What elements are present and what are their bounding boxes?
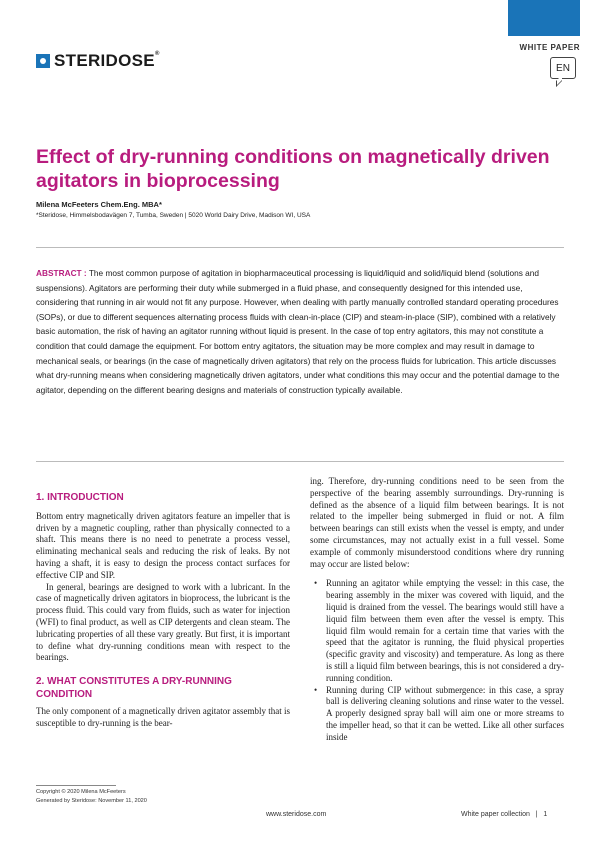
abstract-text: The most common purpose of agitation in biopharmaceutical processing is liquid/liquid and solid/liquid blend (solutions and suspensions). Agitators are performing their duty while submerged in a fluid phase, and consequently designed for this intended use, considering that running in air would not fit any purpose. However, when dealing with partly manually controlled standard operating procedures (SOPs), or due to different sequences alternating process fluids with clean-in-place (CIP) and steam-in-place (SIP), combined with a relatively basic automation, the risk of having an agitator running without liquid is present. In the case of top entry agitators, this may not constitute a condition that could damage the equipment. For bottom entry agitators, the situation may be more complex and may result in damage to mechanical seals, or bearings (in the case of magnetically driven agitators) that rely on the process fluids for lubrication. This article discusses what dry-running means when considering magnetically driven agitators, under what conditions this may occur and the potential damage to the agitator, depending on the different bearing designs and materials of construction typically available. [36,268,560,395]
list-item: • Running an agitator while emptying the vessel: in this case, the bearing assembly in the mixer was covered with liquid, and the liquid is drained from the vessel. The bearings would still have a liquid film between them even after the vessel is empty. This liquid film would remain for a certain time that varies with the speed that the agitator is running, the fluid physical properties (specific gravity and viscosity) and temperature. As long as there is still a liquid film between bearings, this is not considered a dry-running condition. [310,578,564,684]
abstract-label: ABSTRACT : [36,268,87,278]
right-paragraph-1: ing. Therefore, dry-running conditions need to be seen from the perspective of the bearing assembly surroundings. Dry-running is defined as the absence of a liquid film between bearings. It is not related to the impeller being submerged in fluid or not. A film between bearings can still exists when the vessel is empty, and under some circumstances, may not actually exist in a full vessel. Some example of commonly misunderstood conditions where dry running may occur are listed below: [310,476,564,569]
footer-url-link[interactable]: www.steridose.com [266,811,327,818]
section-1-heading: 1. INTRODUCTION [36,492,124,503]
doc-type-label: WHITE PAPER [519,43,580,52]
section-1-paragraph-2: In general, bearings are designed to work with a lubricant. In the case of magnetically driven agitators in bioprocess, the lubricant is the process fluid. This could vary from fluids, such as water for injection (WFI) to final product, as well as CIP detergents and clean steam. The lubricating properties of all these vary greatly. But first, it is important to define what dry-running conditions mean with respect to the bearings. [36,581,290,663]
divider-top [36,247,564,248]
paper-title: Effect of dry-running conditions on magnetically driven agitators in bioprocessing [36,146,550,192]
logo-mark-icon [36,54,50,68]
footer-separator: | [535,811,538,818]
right-column [310,476,564,744]
footer-collection [461,811,547,818]
generated-line: Generated by Steridose: November 11, 2020 [36,797,147,804]
left-column [36,492,290,730]
abstract [36,266,564,397]
section-2-heading: 2. WHAT CONSTITUTES A DRY-RUNNING CONDITION [36,676,232,701]
logo-text: STERIDOSE® [54,51,160,70]
steridose-logo [36,51,160,71]
collection-label: White paper collection [461,811,530,818]
affiliation: *Steridose, Himmelsbodavägen 7, Tumba, Sweden | 5020 World Dairy Drive, Madison WI, USA [36,212,311,219]
divider-bottom [36,461,564,462]
list-item: • Running during CIP without submergence: in this case, a spray ball is delivering cleaning solutions and rinse water to the vessel. A properly designed spray ball will aim one or more streams to the impeller head, so that it can be wetted. Like all other surfaces inside [310,685,564,744]
bullet-list [310,578,564,743]
copyright-line: Copyright © 2020 Milena McFeeters [36,789,126,795]
authors: Milena McFeeters Chem.Eng. MBA* [36,200,162,209]
section-2-paragraph-1: The only component of a magnetically driven agitator assembly that is susceptible to dry-running is the bear- [36,706,290,728]
header-accent-bar [508,0,580,36]
page-number: 1 [543,811,548,818]
copyright-block [36,788,147,805]
language-badge[interactable]: EN [550,57,576,79]
section-1-paragraph-1: Bottom entry magnetically driven agitators feature an impeller that is driven by a magnetic coupling, rather than physically connected to a shaft. This means there is no need to penetrate a process vessel, eliminating mechanical seals and reducing the risk of leaks. By not having a shaft, it is easy to design the process contact surfaces for effective CIP and SIP. [36,510,290,580]
copyright-rule [36,785,116,786]
